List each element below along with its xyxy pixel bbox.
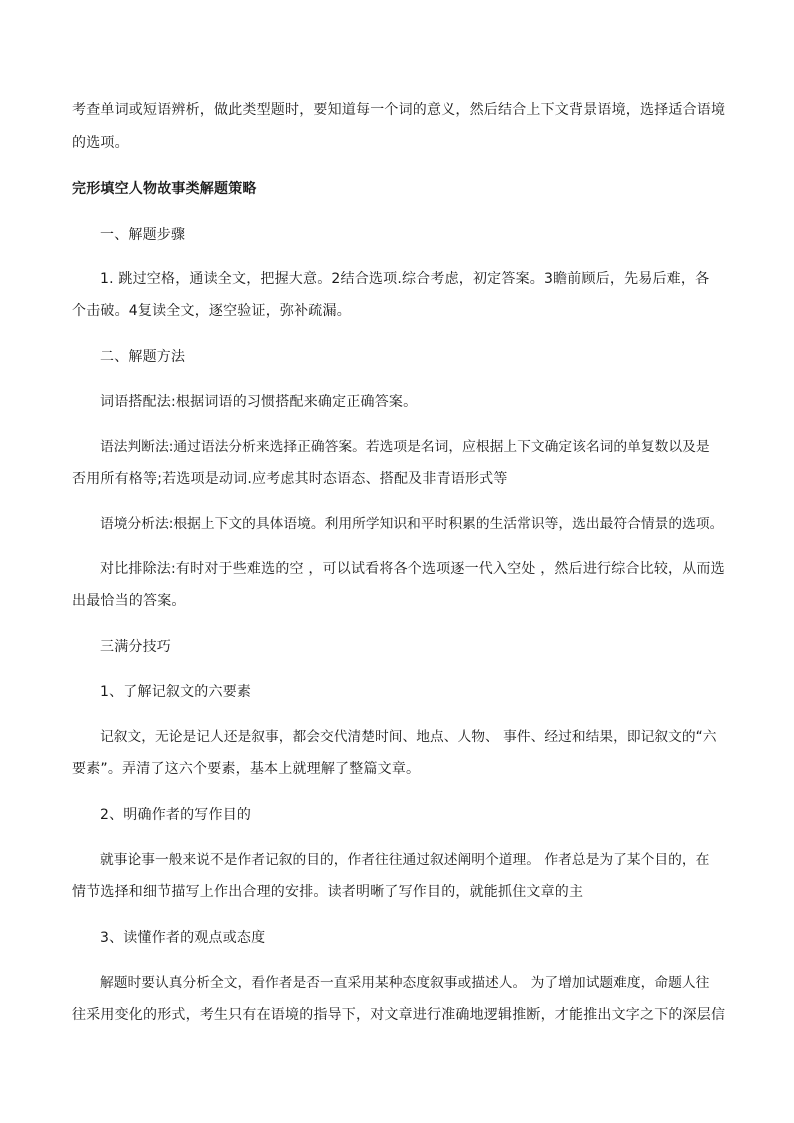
- subheading: 3、读懂作者的观点或态度: [100, 930, 266, 946]
- paragraph-line: 记叙文，无论是记人还是叙事，都会交代清楚时间、地点、人物、 事件、经过和结果，即记叙文的“六: [100, 729, 717, 745]
- paragraph-line: 语法判断法:通过语法分析来选择正确答案。若选项是名词，应根据上下文确定该名词的单复数以及是: [100, 439, 710, 455]
- paragraph-line: 情节选择和细节描写上作出合理的安排。读者明晰了写作目的，就能抓住文章的主: [72, 884, 584, 900]
- paragraph-line: 词语搭配法:根据词语的习惯搭配来确定正确答案。: [100, 394, 418, 410]
- paragraph-line: 个击破。4复读全文，逐空验证，弥补疏漏。: [72, 303, 351, 319]
- paragraph-line: 要素”。弄清了这六个要素，基本上就理解了整篇文章。: [72, 761, 421, 777]
- subheading: 二、解题方法: [100, 349, 186, 365]
- subheading: 1、了解记叙文的六要素: [100, 684, 252, 700]
- paragraph-line: 1. 跳过空格，通读全文，把握大意。2结合选项.综合考虑，初定答案。3瞻前顾后，先易后难，各: [100, 271, 710, 287]
- paragraph-line: 的选项。: [72, 135, 129, 151]
- paragraph-line: 否用所有格等;若选项是动词.应考虑其时态语态、搭配及非青语形式等: [72, 471, 508, 487]
- paragraph-line: 往采用变化的形式，考生只有在语境的指导下，对文章进行准确地逻辑推断，才能推出文字之下的深层信: [72, 1007, 726, 1023]
- paragraph-line: 出最恰当的答案。: [72, 593, 186, 609]
- paragraph-line: 考查单词或短语辨析，做此类型题时，要知道每一个词的意义，然后结合上下文背景语境，选择适合语境: [72, 102, 726, 118]
- paragraph-line: 语境分析法:根据上下文的具体语境。利用所学知识和平时积累的生活常识等，选出最符合情景的选项。: [100, 516, 724, 532]
- subheading: 一、解题步骤: [100, 227, 186, 243]
- subheading: 三满分技巧: [100, 639, 171, 655]
- paragraph-line: 对比排除法:有时对于些难选的空 ，可以试看将各个选项逐一代入空处 ，然后进行综合比较，从而选: [100, 561, 725, 577]
- paragraph-line: 解题时要认真分析全文，看作者是否一直采用某种态度叙事或描述人。 为了增加试题难度，命题人往: [100, 975, 710, 991]
- subheading: 2、明确作者的写作目的: [100, 807, 252, 823]
- section-heading: 完形填空人物故事类解题策略: [72, 181, 257, 197]
- paragraph-line: 就事论事一般来说不是作者记叙的目的，作者往往通过叙述阐明个道理。 作者总是为了某个目的，在: [100, 852, 710, 868]
